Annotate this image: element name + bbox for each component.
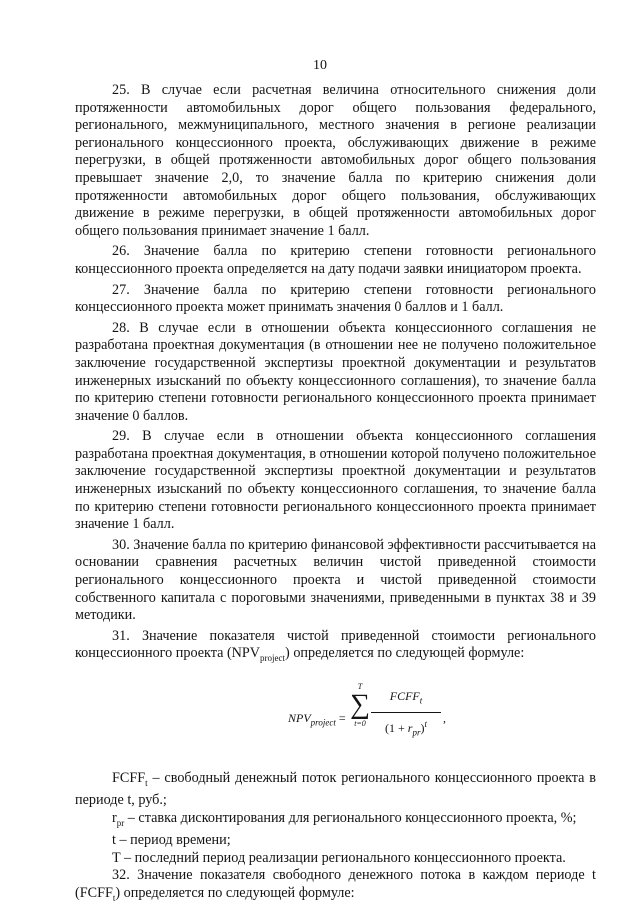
formula-fraction [371,688,441,742]
formula-lhs-sub: project [310,717,336,728]
page-number: 10 [313,58,327,73]
p32-sub: t [112,892,116,903]
def-symbol: T [112,849,121,866]
numerator-symbol: FCFF [389,688,420,703]
def-text: – ставка дисконтирования для регионального концессионного проекта, %; [124,809,577,826]
def-text: – последний период реализации регионального концессионного проекта. [120,849,566,866]
paragraph-27: 27. Значение балла по критерию степени готовности регионального концессионного проекта может принимать значения 0 баллов и 1 балл. [75,281,596,316]
p32-after: ) определяется по следующей формуле: [115,885,355,902]
p31-after: ) определяется по следующей формуле: [285,645,525,662]
sum-upper-limit: T [357,681,363,691]
sigma-symbol: ∑ [350,688,370,720]
definition-rpr [75,810,596,832]
den-sub: pr [412,727,421,738]
paragraph-30: 30. Значение балла по критерию финансовой эффективности рассчитывается на основании сравнения расчетных величин чистой приведенной стоимости регионального концессионного проекта и чистой приведенной стоимости собственного капитала с пороговыми значениями, приведенными в пунктах 38 и 39 методики. [75,536,596,624]
formula-tail: , [443,710,446,725]
formula-lhs [288,710,346,732]
def-text: – период времени; [115,832,231,849]
paragraph-31 [75,628,596,668]
document-body [75,82,596,910]
definition-t [75,832,596,850]
paragraph-25: 25. В случае если расчетная величина относительного снижения доли протяженности автомобильных дорог общего пользования федерального, регионального, межмуниципального, местного значения в регионе реализации регионального концессионного проекта, обслуживающих движение в режиме перегрузки, в общей протяженности автомобильных дорог общего пользования превышает значение 2,0, то значение балла по критерию снижения доли протяженности автомобильных дорог общего пользования, обслуживающих движение в режиме перегрузки, в общей протяженности автомобильных дорог общего пользования принимает значение 1 балл. [75,82,596,239]
fraction-numerator [371,688,441,713]
fraction-denominator [371,713,441,742]
def-sub: pr [116,817,125,828]
den-open: (1 + [385,720,408,735]
numerator-sub: t [419,695,423,706]
sum-sign [349,682,371,728]
formula-equals: = [338,710,346,725]
npv-formula [75,672,596,764]
paragraph-28: 28. В случае если в отношении объекта концессионного соглашения не разработана проектная документация (в отношении нее не получено положительное заключение государственной экспертизы проектной документации и результатов инженерных изысканий по объекту концессионного соглашения), то значение балла по критерию степени готовности регионального концессионного проекта принимает значение 0 баллов. [75,319,596,424]
p31-sub: project [260,653,286,664]
den-exp: t [424,718,427,729]
paragraph-32 [75,867,596,907]
def-sub: t [145,777,148,788]
def-symbol: FCFF [112,769,146,786]
formula-lhs-symbol: NPV [288,710,311,725]
definition-fcff [75,770,596,810]
def-symbol: r [112,809,117,826]
def-symbol: t [112,832,116,849]
sum-lower-limit: t=0 [354,718,366,728]
def-text: – свободный денежный поток регионального концессионного проекта в периоде t, руб.; [75,769,596,809]
den-close: ) [420,720,425,735]
p32-before: 32. Значение показателя свободного денежного потока в каждом периоде t (FCFF [75,867,596,902]
definition-T [75,850,596,868]
paragraph-26: 26. Значение балла по критерию степени готовности регионального концессионного проекта определяется на дату подачи заявки инициатором проекта. [75,243,596,277]
den-var: r [407,720,413,735]
paragraph-29: 29. В случае если в отношении объекта концессионного соглашения разработана проектная документация, в отношении которой получено положительное заключение государственной экспертизы проектной документации и результатов инженерных изысканий по объекту концессионного соглашения, то значение балла по критерию степени готовности регионального концессионного проекта принимает значение 1 балл. [75,428,596,533]
p31-before: 31. Значение показателя чистой приведенной стоимости регионального концессионного проекта (NPV [75,627,596,662]
